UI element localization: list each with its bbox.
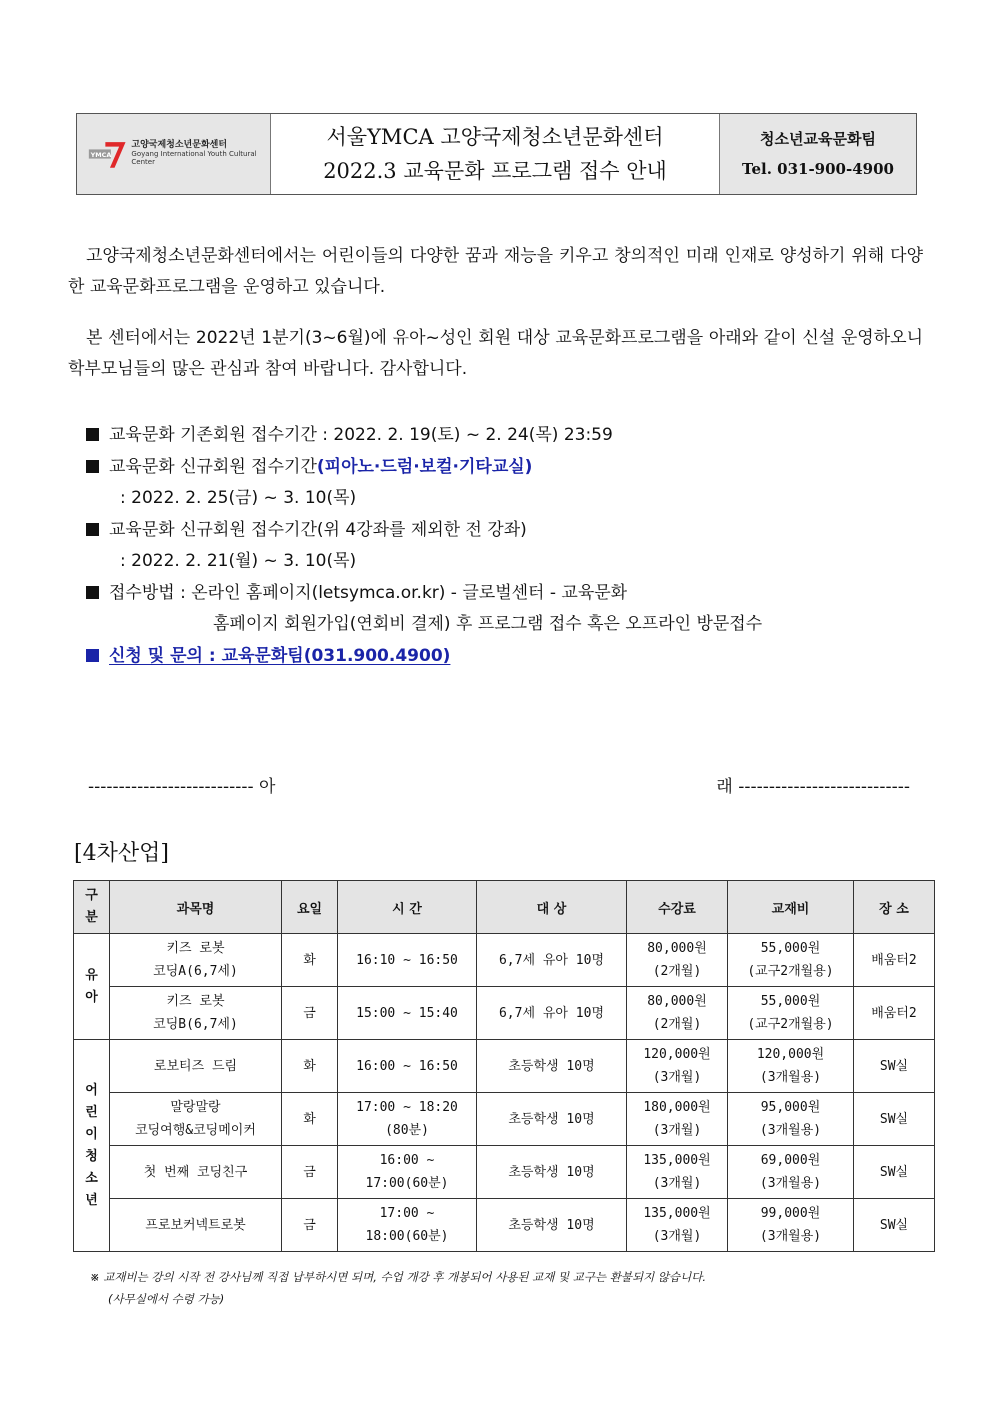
logo-subtitle: Goyang International Youth Cultural Center (131, 150, 257, 166)
material-cell: 99,000원 (3개월용) (728, 1199, 854, 1252)
team-cell (719, 114, 916, 194)
place-cell: 배움터2 (854, 987, 935, 1040)
list-item-new2: 교육문화 신규회원 접수기간(위 4강좌를 제외한 전 강좌) (86, 515, 926, 547)
list-item-existing: 교육문화 기존회원 접수기간 : 2022. 2. 19(토) ~ 2. 24(목) 23:59 (86, 420, 926, 452)
time-cell: 15:00 ~ 15:40 (338, 987, 477, 1040)
fee-cell: 135,000원 (3개월) (627, 1199, 728, 1252)
list-item-new2-period: : 2022. 2. 21(월) ~ 3. 10(목) (120, 551, 357, 571)
header-box (76, 113, 917, 195)
title-line-2: 2022.3 교육문화 프로그램 접수 안내 (323, 159, 667, 183)
table-row (74, 1146, 935, 1199)
table-header-row (74, 881, 935, 934)
list-item-new1-period: : 2022. 2. 25(금) ~ 3. 10(목) (120, 488, 357, 508)
section-divider (88, 772, 910, 797)
list-item-new1: 교육문화 신규회원 접수기간(피아노·드럼·보컬·기타교실) (86, 452, 926, 484)
day-cell: 화 (282, 1040, 338, 1093)
place-cell: 배움터2 (854, 934, 935, 987)
target-cell: 초등학생 10명 (477, 1146, 627, 1199)
table-header-cell: 대 상 (477, 881, 627, 934)
table-header-cell: 구 분 (74, 881, 110, 934)
fee-cell: 180,000원 (3개월) (627, 1093, 728, 1146)
footnote-line-1: ※ 교재비는 강의 시작 전 강사님께 직접 납부하시면 되며, 수업 개강 후 개봉되어 사용된 교재 및 교구는 환불되지 않습니다. (90, 1270, 706, 1284)
place-cell: SW실 (854, 1093, 935, 1146)
time-cell: 16:00 ~ 16:50 (338, 1040, 477, 1093)
time-cell: 16:00 ~ 17:00(60분) (338, 1146, 477, 1199)
material-cell: 55,000원 (교구2개월용) (728, 934, 854, 987)
table-row (74, 987, 935, 1040)
table-row (74, 934, 935, 987)
document-title (271, 114, 719, 194)
list-item-method: 접수방법 : 온라인 홈페이지(letsymca.or.kr) - 글로벌센터 - 교육문화 (86, 578, 926, 610)
time-cell: 16:10 ~ 16:50 (338, 934, 477, 987)
place-cell: SW실 (854, 1199, 935, 1252)
square-bullet-icon (86, 649, 99, 662)
fee-cell: 120,000원 (3개월) (627, 1040, 728, 1093)
fee-cell: 135,000원 (3개월) (627, 1146, 728, 1199)
target-cell: 6,7세 유아 10명 (477, 987, 627, 1040)
logo-name: 고양국제청소년문화센터 (131, 140, 228, 151)
svg-text:YMCA: YMCA (90, 151, 112, 160)
subject-cell: 프로보커넥트로봇 (110, 1199, 282, 1252)
table-header-cell: 수강료 (627, 881, 728, 934)
table-header-cell: 과목명 (110, 881, 282, 934)
list-item-method-cont: 홈페이지 회원가입(연회비 결제) 후 프로그램 접수 혹은 오프라인 방문접수 (213, 614, 763, 634)
footnote-line-2: (사무실에서 수령 가능) (108, 1292, 225, 1306)
table-row (74, 1093, 935, 1146)
lesson-highlight: (피아노·드럼·보컬·기타교실) (316, 456, 533, 477)
target-cell: 초등학생 10명 (477, 1040, 627, 1093)
subject-cell: 키즈 로봇 코딩B(6,7세) (110, 987, 282, 1040)
target-cell: 초등학생 10명 (477, 1199, 627, 1252)
place-cell: SW실 (854, 1040, 935, 1093)
time-cell: 17:00 ~ 18:20 (80분) (338, 1093, 477, 1146)
category-cell: 유 아 (74, 934, 110, 1040)
intro-paragraph-1: 고양국제청소년문화센터에서는 어린이들의 다양한 꿈과 재능을 키우고 창의적인 미래 인재로 양성하기 위해 다양한 교육문화프로그램을 운영하고 있습니다. (68, 246, 923, 297)
table-row (74, 1199, 935, 1252)
divider-left: --------------------------- 아 (88, 777, 276, 797)
subject-cell: 말랑말랑 코딩여행&코딩메이커 (110, 1093, 282, 1146)
intro-paragraph-2: 본 센터에서는 2022년 1분기(3~6월)에 유아~성인 회원 대상 교육문화프로그램을 아래와 같이 신설 운영하오니 학부모님들의 많은 관심과 참여 바랍니다. 감사합니다. (68, 328, 923, 379)
time-cell: 17:00 ~ 18:00(60분) (338, 1199, 477, 1252)
team-name: 청소년교육문화팀 (760, 130, 876, 148)
material-cell: 120,000원 (3개월용) (728, 1040, 854, 1093)
subject-cell: 첫 번째 코딩친구 (110, 1146, 282, 1199)
material-cell: 69,000원 (3개월용) (728, 1146, 854, 1199)
subject-cell: 키즈 로봇 코딩A(6,7세) (110, 934, 282, 987)
day-cell: 금 (282, 987, 338, 1040)
team-tel: Tel. 031-900-4900 (742, 160, 894, 178)
table-body (74, 934, 935, 1252)
program-table (73, 880, 935, 1252)
material-cell: 95,000원 (3개월용) (728, 1093, 854, 1146)
table-row (74, 1040, 935, 1093)
table-header-cell: 장 소 (854, 881, 935, 934)
fee-cell: 80,000원 (2개월) (627, 987, 728, 1040)
schedule-list (86, 420, 926, 672)
square-bullet-icon (86, 428, 99, 441)
target-cell: 6,7세 유아 10명 (477, 934, 627, 987)
material-cell: 55,000원 (교구2개월용) (728, 987, 854, 1040)
table-header-cell: 교재비 (728, 881, 854, 934)
fee-cell: 80,000원 (2개월) (627, 934, 728, 987)
day-cell: 화 (282, 934, 338, 987)
category-cell: 어 린 이 청 소 년 (74, 1040, 110, 1252)
square-bullet-icon (86, 523, 99, 536)
list-item-contact: 신청 및 문의 : 교육문화팀(031.900.4900) (86, 641, 926, 673)
day-cell: 금 (282, 1199, 338, 1252)
table-header-cell: 시 간 (338, 881, 477, 934)
subject-cell: 로보티즈 드림 (110, 1040, 282, 1093)
table-header-cell: 요일 (282, 881, 338, 934)
place-cell: SW실 (854, 1146, 935, 1199)
day-cell: 금 (282, 1146, 338, 1199)
day-cell: 화 (282, 1093, 338, 1146)
ymca-logo-icon (87, 137, 127, 171)
divider-right: 래 ---------------------------- (716, 777, 910, 797)
footnote (90, 1266, 706, 1310)
title-line-1: 서울YMCA 고양국제청소년문화센터 (326, 125, 664, 149)
target-cell: 초등학생 10명 (477, 1093, 627, 1146)
square-bullet-icon (86, 460, 99, 473)
logo-cell (77, 114, 271, 194)
square-bullet-icon (86, 586, 99, 599)
section-title: [4차산업] (74, 841, 169, 866)
